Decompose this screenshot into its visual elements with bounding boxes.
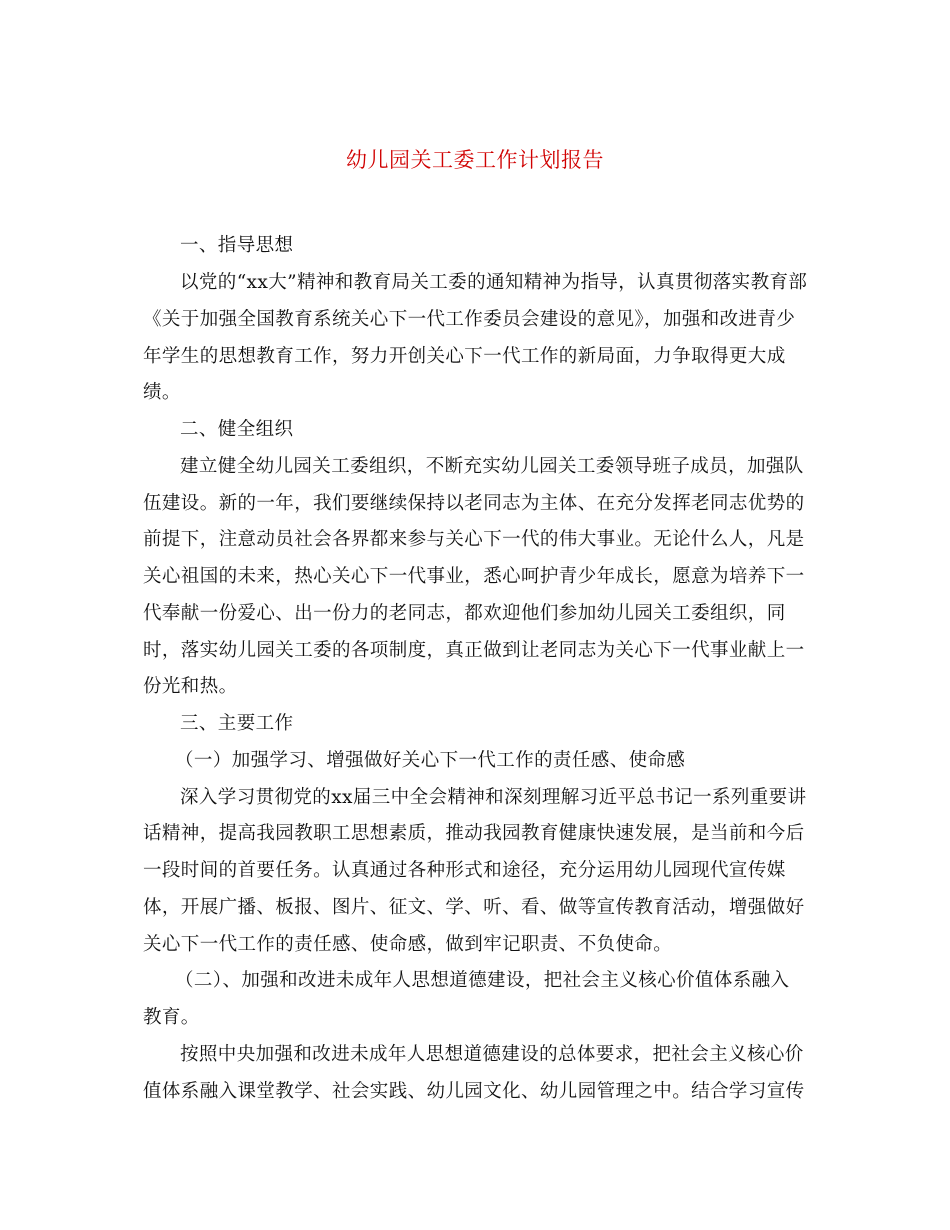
paragraph-line: 按照中央加强和改进未成年人思想道德建设的总体要求，把社会主义核心价 [180, 1044, 804, 1065]
paragraph-line: 年学生的思想教育工作，努力开创关心下一代工作的新局面，力争取得更大成 [143, 346, 786, 367]
paragraph-line: 绩。 [143, 382, 181, 403]
paragraph-line: 值体系融入课堂教学、社会实践、幼儿园文化、幼儿园管理之中。结合学习宣传 [143, 1081, 805, 1102]
subsection-heading-1: （一）加强学习、增强做好关心下一代工作的责任感、使命感 [175, 750, 686, 771]
paragraph-line: 《关于加强全国教育系统关心下一代工作委员会建设的意见》，加强和改进青少 [143, 309, 796, 330]
paragraph-line: 份光和热。 [143, 676, 238, 697]
paragraph-line: 建立健全幼儿园关工委组织，不断充实幼儿园关工委领导班子成员，加强队 [180, 456, 804, 477]
paragraph-line: 伍建设。新的一年，我们要继续保持以老同志为主体、在充分发挥老同志优势的 [143, 493, 805, 514]
document-title: 幼儿园关工委工作计划报告 [346, 148, 604, 172]
paragraph-line: 前提下，注意动员社会各界都来参与关心下一代的伟大事业。无论什么人，凡是 [143, 529, 805, 550]
paragraph-line: 代奉献一份爱心、出一份力的老同志，都欢迎他们参加幼儿园关工委组织，同 [143, 603, 786, 624]
section-heading-1: 一、指导思想 [180, 235, 294, 256]
paragraph-line: 深入学习贯彻党的xx届三中全会精神和深刻理解习近平总书记一系列重要讲 [180, 787, 807, 808]
paragraph-line: 教育。 [143, 1007, 200, 1028]
paragraph-line: 关心下一代工作的责任感、使命感，做到牢记职责、不负使命。 [143, 934, 673, 955]
paragraph-line: 一段时间的首要任务。认真通过各种形式和途径，充分运用幼儿园现代宣传媒 [143, 860, 786, 881]
paragraph-line: 以党的“xx大”精神和教育局关工委的通知精神为指导，认真贯彻落实教育部 [180, 272, 808, 293]
paragraph-line: 时，落实幼儿园关工委的各项制度，真正做到让老同志为关心下一代事业献上一 [143, 640, 805, 661]
paragraph-line: 体，开展广播、板报、图片、征文、学、听、看、做等宣传教育活动，增强做好 [143, 897, 805, 918]
paragraph-line: 关心祖国的未来，热心关心下一代事业，悉心呵护青少年成长，愿意为培养下一 [143, 566, 805, 587]
section-heading-3: 三、主要工作 [180, 713, 294, 734]
paragraph-line: 话精神，提高我园教职工思想素质，推动我园教育健康快速发展，是当前和今后 [143, 823, 805, 844]
subsection-heading-2: （二）、加强和改进未成年人思想道德建设，把社会主义核心价值体系融入 [175, 970, 790, 991]
section-heading-2: 二、健全组织 [180, 419, 294, 440]
